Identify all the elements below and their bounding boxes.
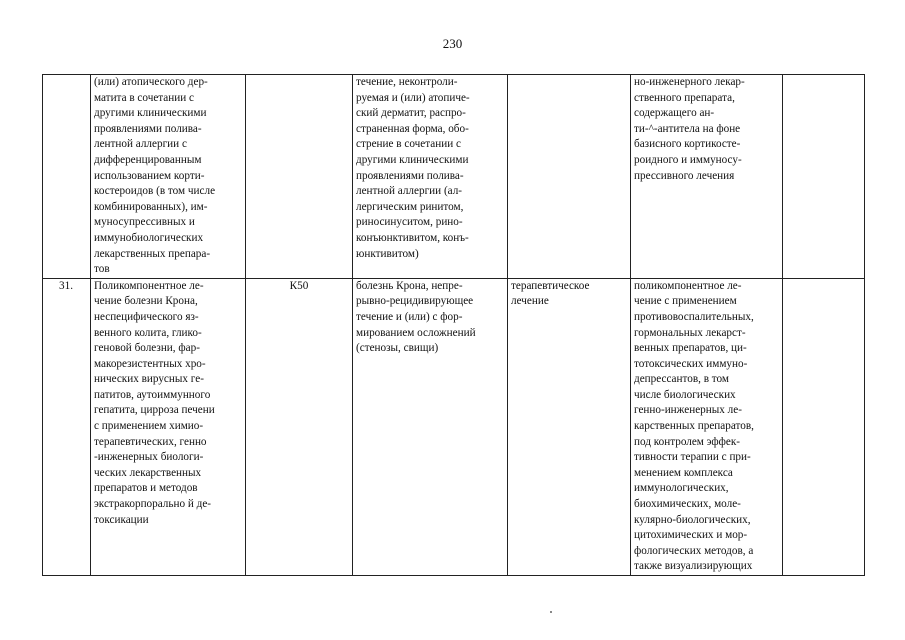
cell-treatment-method: но-инженерного лекар- ственного препарата, содержащего ан- ти-^-антитела на фоне базисного кортикосте- роидного и иммуносу- прессивного лечения [631, 75, 783, 279]
cell-extra [783, 75, 865, 279]
cell-care-type: (или) атопического дер- матита в сочетании с другими клиническими проявлениями полива- лентной аллергии с дифференцированным использованием корти- костероидов (в том числе комбинированных), им- муносупрессивных и иммунобиологических лекарственных препара- тов [91, 75, 246, 279]
cell-number [43, 75, 91, 279]
table-row [43, 278, 865, 575]
cell-icd-code: К50 [246, 278, 353, 575]
page-number: 230 [442, 36, 463, 51]
cell-patient-model: болезнь Крона, непре- рывно-рецидивирующее течение и (или) с фор- мированием осложнений (стенозы, свищи) [353, 278, 508, 575]
cell-extra [783, 278, 865, 575]
cell-treatment-method: поликомпонентное ле- чение с применением противовоспалительных, гормональных лекарст- венных препаратов, ци- тотоксических иммуно- депрессантов, в том числе биологических генно-инженерных ле- карственных препаратов, под контролем эффек- тивности терапии с при- менением комплекса иммунологических, биохимических, моле- кулярно-биологических, цитохимических и мор- фологических методов, а также визуализирующих [631, 278, 783, 575]
scan-speck [550, 611, 552, 613]
cell-number: 31. [43, 278, 91, 575]
cell-treatment-type [508, 75, 631, 279]
cell-patient-model: течение, неконтроли- руемая и (или) атопиче- ский дерматит, распро- страненная форма, обо- стрение в сочетании с другими клиническими проявлениями полива- лентной аллергии (ал- лергическим ринитом, риносинуситом, рино- конъюнктивитом, конъ- юнктивитом) [353, 75, 508, 279]
table-row [43, 75, 865, 279]
cell-care-type: Поликомпонентное ле- чение болезни Крона, неспецифического яз- венного колита, глико- геновой болезни, фар- макорезистентных хро- нических вирусных ге- патитов, аутоиммунного гепатита, цирроза печени с применением химио- терапевтических, генно -инженерных биологи- ческих лекарственных препаратов и методов экстракорпорально й де- токсикации [91, 278, 246, 575]
medical-care-table [42, 74, 865, 576]
cell-icd-code [246, 75, 353, 279]
cell-treatment-type: терапевтическое лечение [508, 278, 631, 575]
